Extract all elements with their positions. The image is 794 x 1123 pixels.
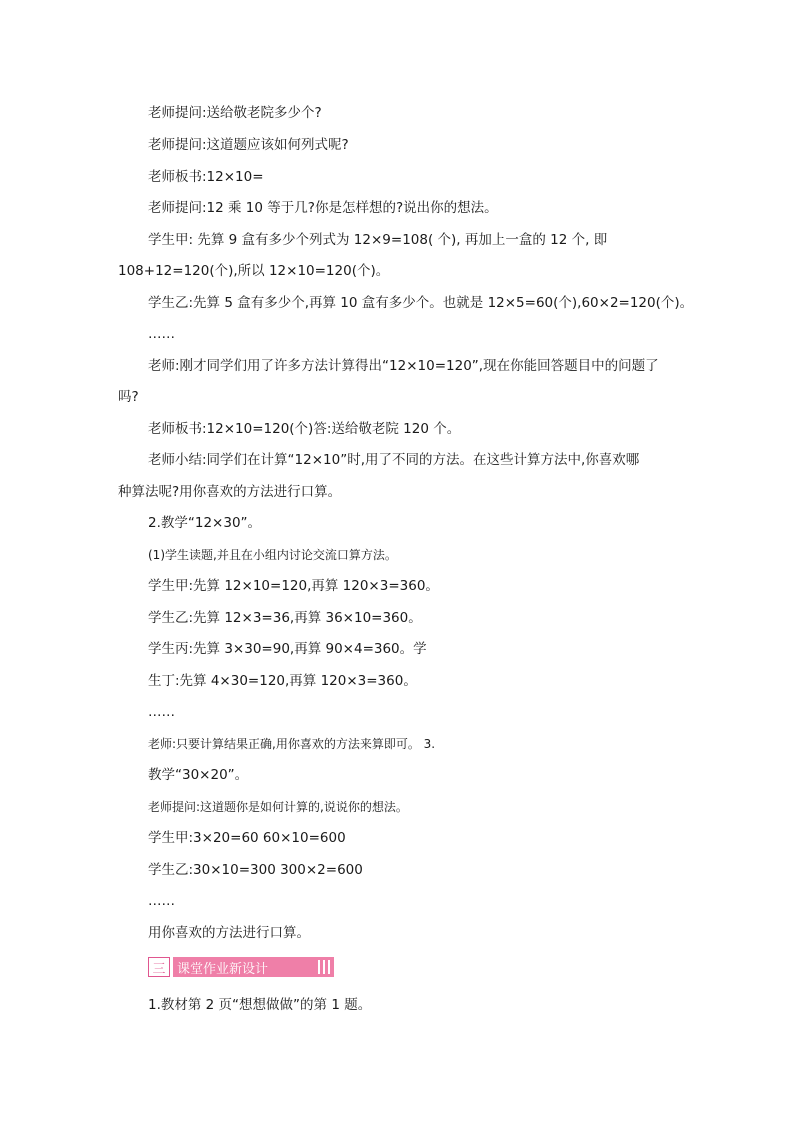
- text-line: 108+12=120(个),所以 12×10=120(个)。: [118, 263, 390, 279]
- text-line: 老师提问:送给敬老院多少个?: [148, 105, 322, 121]
- ellipsis-line: ……: [148, 704, 175, 720]
- text-line: 老师板书:12×10=120(个)答:送给敬老院 120 个。: [148, 421, 461, 437]
- text-line: (1)学生读题,并且在小组内讨论交流口算方法。: [148, 548, 397, 562]
- section-title-bar: [173, 957, 334, 977]
- text-line: 学生乙:30×10=300 300×2=600: [148, 862, 363, 878]
- text-line: 用你喜欢的方法进行口算。: [148, 925, 310, 941]
- text-line: 老师:只要计算结果正确,用你喜欢的方法来算即可。 3.: [148, 737, 436, 751]
- text-line: 学生甲:先算 12×10=120,再算 120×3=360。: [148, 578, 439, 594]
- text-line: 学生乙:先算 12×3=36,再算 36×10=360。: [148, 610, 422, 626]
- subheading: 教学“30×20”。: [148, 767, 249, 783]
- text-line: 老师:刚才同学们用了许多方法计算得出“12×10=120”,现在你能回答题目中的问题了: [148, 358, 659, 374]
- ellipsis-line: ……: [148, 893, 175, 909]
- text-line: 学生乙:先算 5 盒有多少个,再算 10 盒有多少个。也就是 12×5=60(个),60×2=120(个)。: [148, 295, 694, 311]
- ellipsis-line: ……: [148, 326, 175, 342]
- text-line: 老师提问:12 乘 10 等于几?你是怎样想的?说出你的想法。: [148, 200, 498, 216]
- text-line: 老师提问:这道题应该如何列式呢?: [148, 137, 349, 153]
- text-line: 生丁:先算 4×30=120,再算 120×3=360。: [148, 673, 417, 689]
- exercise-line: 1.教材第 2 页“想想做做”的第 1 题。: [148, 997, 372, 1013]
- text-line: 老师板书:12×10=: [148, 169, 264, 185]
- text-line: 学生甲: 先算 9 盒有多少个列式为 12×9=108( 个), 再加上一盒的 12 个, 即: [148, 232, 608, 248]
- section-title: 课堂作业新设计: [177, 961, 269, 977]
- text-line: 老师提问:这道题你是如何计算的,说说你的想法。: [148, 800, 408, 814]
- text-line: 种算法呢?用你喜欢的方法进行口算。: [118, 484, 342, 500]
- text-line: 学生甲:3×20=60 60×10=600: [148, 830, 346, 846]
- text-line: 老师小结:同学们在计算“12×10”时,用了不同的方法。在这些计算方法中,你喜欢哪: [148, 452, 640, 468]
- text-line: 吗?: [118, 389, 139, 405]
- decorative-stripes: [318, 960, 330, 974]
- subheading: 2.教学“12×30”。: [148, 515, 262, 531]
- section-header: [148, 956, 334, 978]
- text-line: 学生丙:先算 3×30=90,再算 90×4=360。学: [148, 641, 427, 657]
- section-number-badge: 三: [148, 957, 170, 977]
